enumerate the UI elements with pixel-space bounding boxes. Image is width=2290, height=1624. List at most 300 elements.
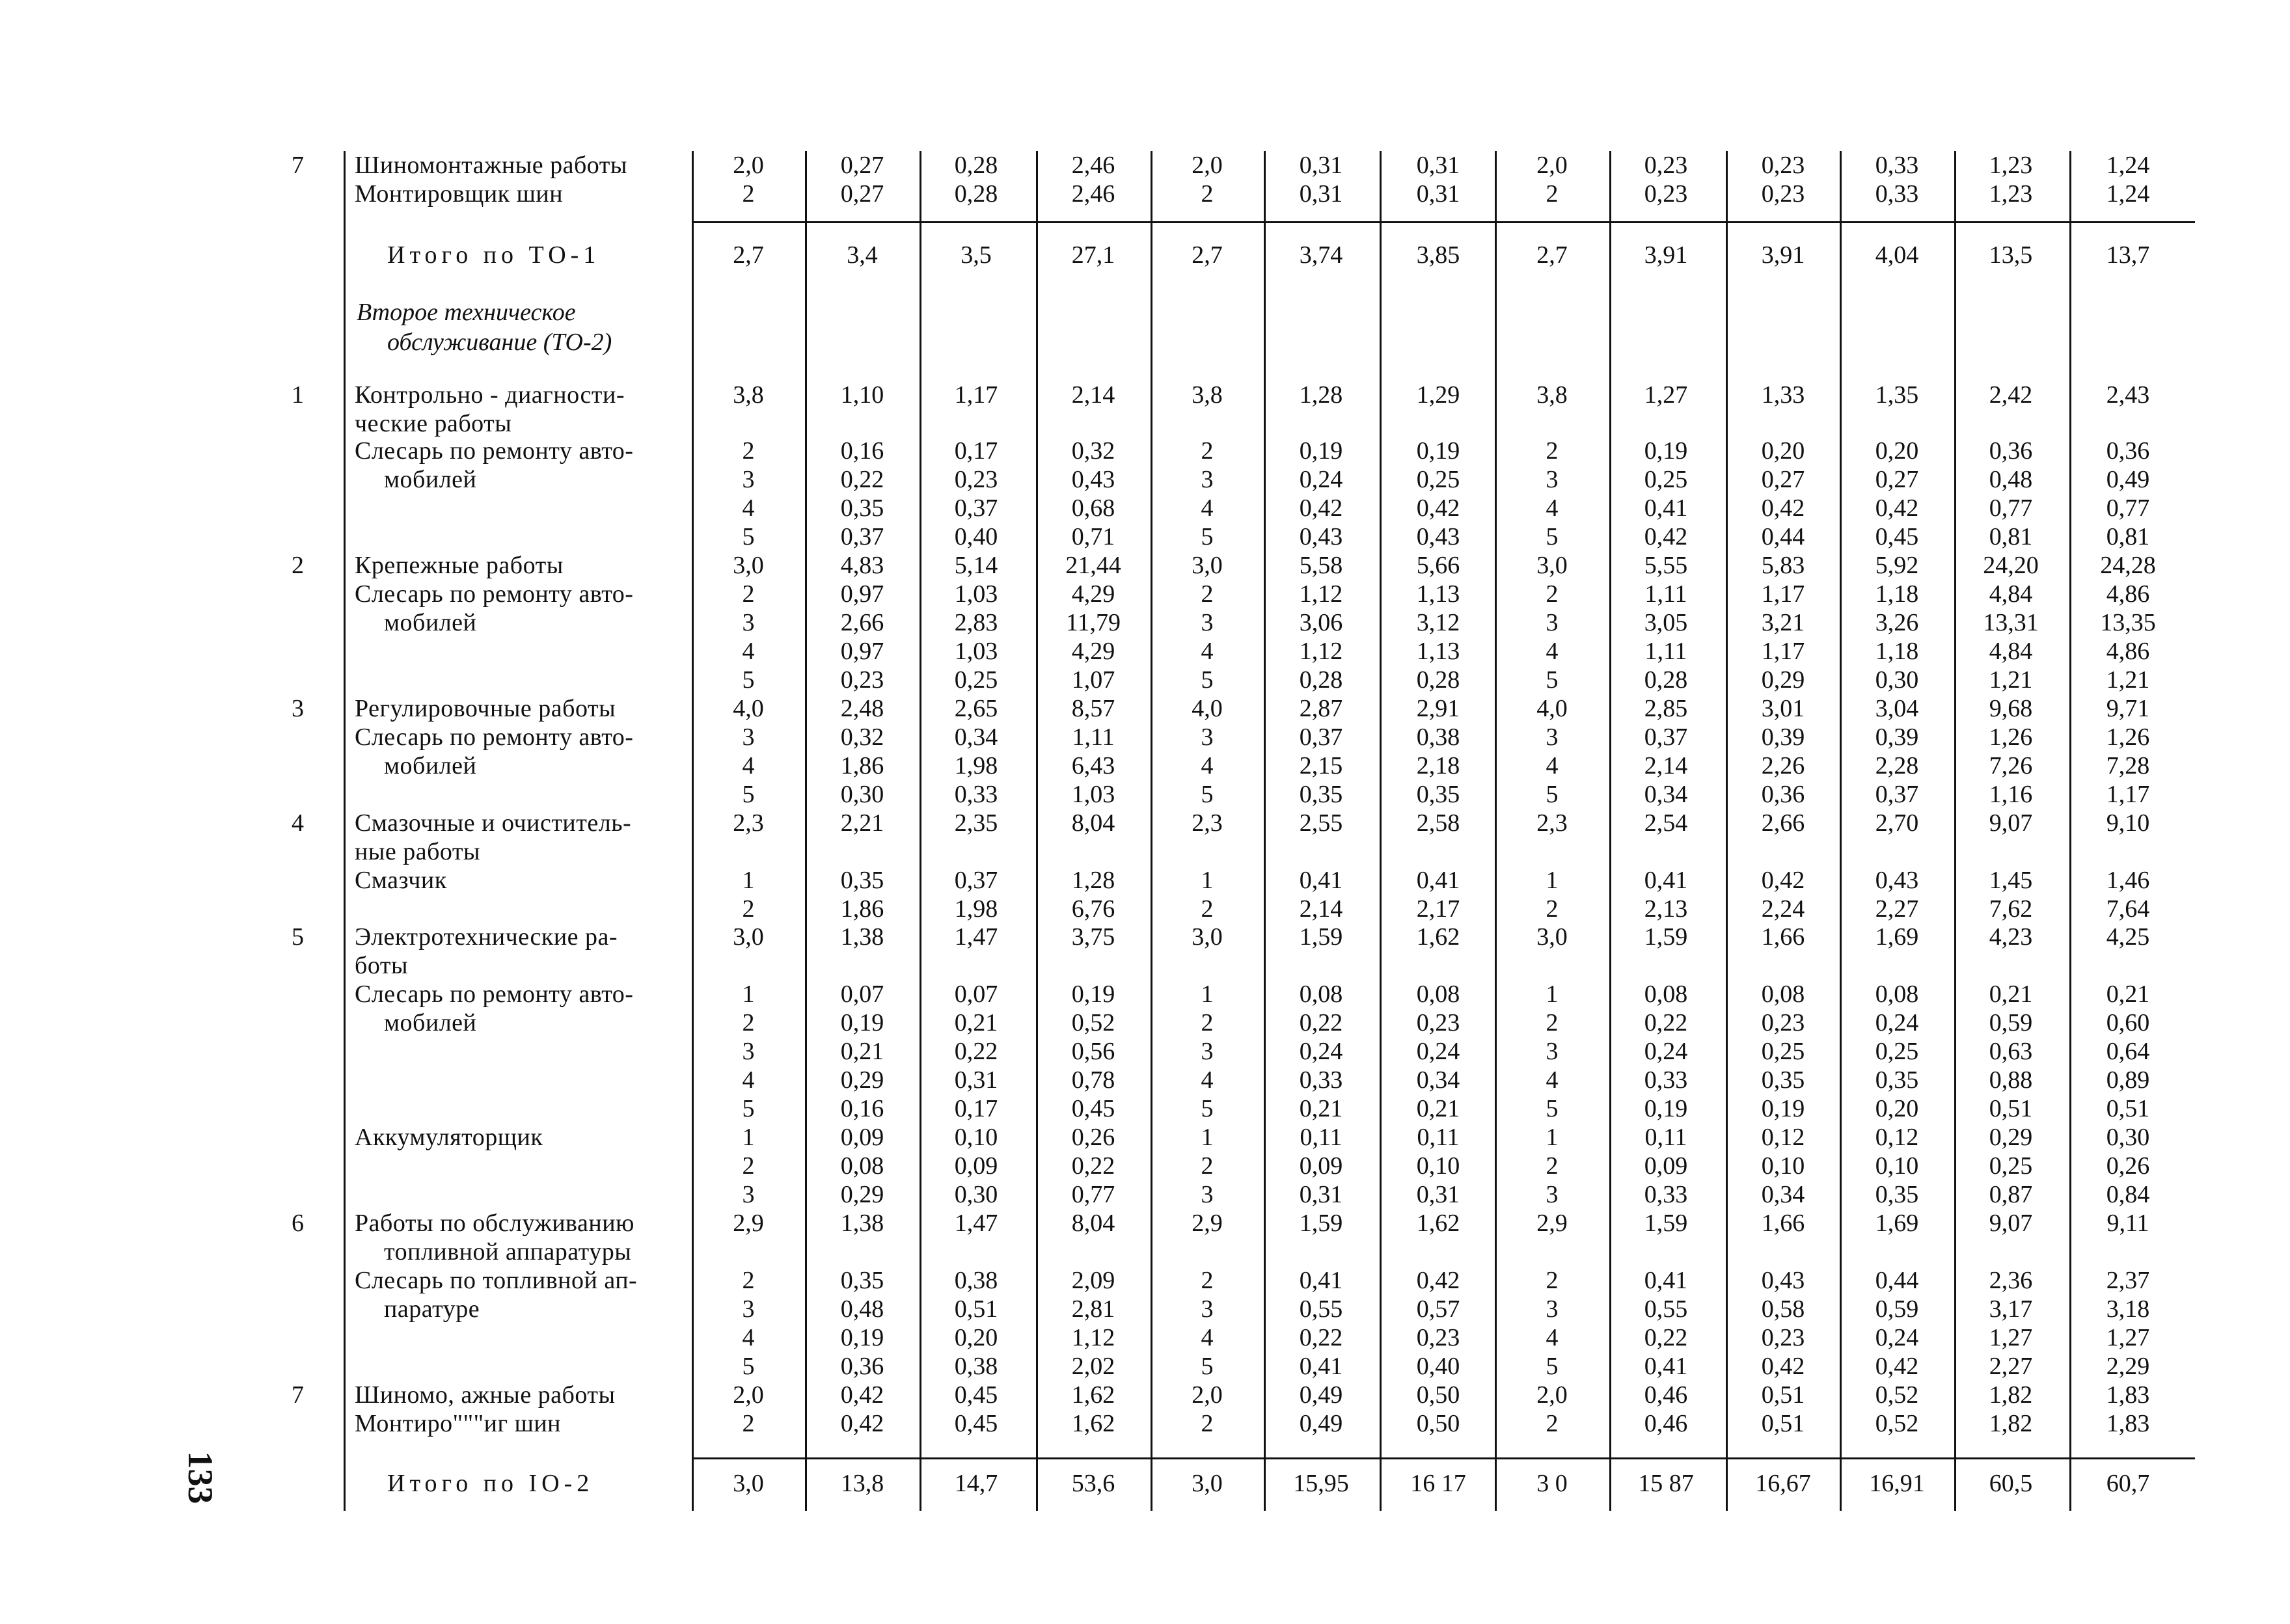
table-cell: 0,35: [1875, 1066, 1919, 1094]
table-cell: 0,39: [1875, 724, 1919, 751]
table-cell: 4: [742, 494, 755, 522]
table-cell: 2,0: [733, 152, 764, 179]
table-cell: 0,48: [840, 1295, 884, 1323]
table-cell: 0,22: [1644, 1009, 1688, 1036]
table-cell: 1,38: [840, 1210, 884, 1237]
table-cell: 0,55: [1644, 1295, 1688, 1323]
table-cell: 0,71: [1071, 523, 1115, 550]
table-cell: 4,0: [1192, 695, 1223, 722]
row-rule: [692, 221, 2195, 223]
table-cell: 0,35: [840, 1267, 884, 1294]
table-cell: 0,33: [1644, 1066, 1688, 1094]
table-cell: 2: [1546, 895, 1559, 923]
row-label: мобилей: [384, 752, 477, 779]
table-cell: 1,83: [2106, 1381, 2150, 1409]
table-cell: 0,68: [1071, 494, 1115, 522]
table-cell: 0,25: [1875, 1038, 1919, 1065]
total-cell: 16 17: [1410, 1470, 1466, 1497]
table-cell: 0,41: [1644, 494, 1688, 522]
table-cell: 2,29: [2106, 1353, 2150, 1380]
table-cell: 2,81: [1071, 1295, 1115, 1323]
table-cell: 0,41: [1644, 867, 1688, 894]
total-cell: 2,7: [1536, 241, 1568, 269]
table-cell: 0,34: [1644, 781, 1688, 808]
table-cell: 0,31: [1416, 180, 1460, 208]
table-cell: 1,23: [1989, 152, 2033, 179]
table-cell: 0,41: [1299, 1267, 1343, 1294]
row-number: 6: [292, 1210, 304, 1237]
table-cell: 0,31: [1299, 152, 1343, 179]
table-cell: 9,68: [1989, 695, 2033, 722]
table-cell: 0,10: [1761, 1152, 1805, 1180]
table-cell: 2,0: [1192, 152, 1223, 179]
total-cell: 13,8: [840, 1470, 884, 1497]
table-cell: 0,45: [1875, 523, 1919, 550]
table-cell: 3: [742, 1181, 755, 1208]
table-cell: 4,23: [1989, 923, 2033, 951]
table-cell: 0,46: [1644, 1381, 1688, 1409]
table-cell: 0,32: [840, 724, 884, 751]
total-cell: 3,85: [1416, 241, 1460, 269]
total-cell: 16,91: [1869, 1470, 1925, 1497]
table-cell: 0,22: [1299, 1009, 1343, 1036]
table-cell: 0,27: [1875, 466, 1919, 493]
table-cell: 2,3: [1536, 809, 1568, 837]
table-cell: 5,83: [1761, 552, 1805, 579]
row-label: Слесарь по ремонту авто-: [355, 981, 634, 1008]
table-cell: 0,08: [1761, 981, 1805, 1008]
table-cell: 1,12: [1071, 1324, 1115, 1351]
table-cell: 0,33: [1875, 180, 1919, 208]
table-cell: 0,33: [1299, 1066, 1343, 1094]
table-cell: 2,27: [1875, 895, 1919, 923]
table-cell: 9,07: [1989, 1210, 2033, 1237]
table-cell: 2: [1201, 437, 1214, 465]
table-cell: 0,42: [1761, 494, 1805, 522]
section-heading: Второе техническое: [357, 299, 576, 326]
table-cell: 0,51: [1761, 1410, 1805, 1437]
row-label: Работы по обслуживанию: [355, 1210, 634, 1237]
table-cell: 1,82: [1989, 1381, 2033, 1409]
table-cell: 0,43: [1875, 867, 1919, 894]
table-cell: 1,47: [954, 1210, 998, 1237]
table-cell: 1,17: [2106, 781, 2150, 808]
table-cell: 5: [1201, 666, 1214, 694]
table-cell: 9,11: [2106, 1210, 2149, 1237]
table-cell: 4,0: [1536, 695, 1568, 722]
table-cell: 0,41: [1299, 867, 1343, 894]
total-cell: 14,7: [954, 1470, 998, 1497]
table-cell: 4: [1546, 752, 1559, 779]
table-cell: 3,26: [1875, 609, 1919, 636]
table-cell: 0,97: [840, 638, 884, 665]
table-cell: 2,17: [1416, 895, 1460, 923]
table-cell: 0,34: [1761, 1181, 1805, 1208]
table-cell: 6,43: [1071, 752, 1115, 779]
table-cell: 1,35: [1875, 381, 1919, 409]
table-cell: 1,16: [1989, 781, 2033, 808]
total-cell: 15 87: [1638, 1470, 1694, 1497]
table-cell: 3: [742, 724, 755, 751]
table-cell: 0,87: [1989, 1181, 2033, 1208]
row-label: Шиномо, ажные работы: [355, 1381, 616, 1409]
table-cell: 0,97: [840, 580, 884, 608]
table-cell: 0,59: [1989, 1009, 2033, 1036]
table-cell: 0,38: [954, 1267, 998, 1294]
table-cell: 1,28: [1071, 867, 1115, 894]
column-rule: [1036, 151, 1038, 1511]
table-cell: 0,36: [1761, 781, 1805, 808]
table-cell: 2: [1546, 437, 1559, 465]
row-number: 1: [292, 381, 304, 409]
table-cell: 2,09: [1071, 1267, 1115, 1294]
table-cell: 3: [1201, 1038, 1214, 1065]
table-cell: 3,17: [1989, 1295, 2033, 1323]
table-cell: 5,55: [1644, 552, 1688, 579]
table-cell: 0,28: [1416, 666, 1460, 694]
table-cell: 5,14: [954, 552, 998, 579]
table-cell: 1,69: [1875, 1210, 1919, 1237]
table-cell: 5: [742, 1353, 755, 1380]
table-cell: 4: [1546, 1066, 1559, 1094]
table-cell: 0,22: [954, 1038, 998, 1065]
table-cell: 0,77: [1071, 1181, 1115, 1208]
table-cell: 0,24: [1875, 1324, 1919, 1351]
table-cell: 1,66: [1761, 1210, 1805, 1237]
table-cell: 0,42: [1875, 1353, 1919, 1380]
total-cell: 13,5: [1989, 241, 2033, 269]
table-cell: 3,0: [1192, 923, 1223, 951]
table-cell: 0,43: [1299, 523, 1343, 550]
table-cell: 0,19: [1761, 1095, 1805, 1122]
table-cell: 0,10: [1875, 1152, 1919, 1180]
table-cell: 5: [1546, 781, 1559, 808]
total-cell: 3,5: [961, 241, 992, 269]
table-cell: 5: [1201, 781, 1214, 808]
table-cell: 0,31: [1416, 152, 1460, 179]
table-cell: 0,38: [954, 1353, 998, 1380]
table-cell: 4: [1546, 1324, 1559, 1351]
table-cell: 9,07: [1989, 809, 2033, 837]
table-cell: 2,43: [2106, 381, 2150, 409]
table-cell: 0,51: [1761, 1381, 1805, 1409]
row-label: Аккумуляторщик: [355, 1124, 543, 1151]
table-cell: 3: [1546, 1038, 1559, 1065]
table-cell: 0,42: [1761, 867, 1805, 894]
row-number: 7: [292, 1381, 304, 1409]
table-cell: 0,31: [1299, 180, 1343, 208]
table-cell: 0,30: [954, 1181, 998, 1208]
table-cell: 2: [1201, 580, 1214, 608]
table-cell: 0,35: [1875, 1181, 1919, 1208]
row-label: ные работы: [355, 838, 481, 865]
table-cell: 4: [1201, 494, 1214, 522]
row-label: Монтиро"""иг шин: [355, 1410, 562, 1437]
table-cell: 0,77: [1989, 494, 2033, 522]
table-cell: 3,0: [733, 552, 764, 579]
table-cell: 5,66: [1416, 552, 1460, 579]
table-cell: 0,57: [1416, 1295, 1460, 1323]
table-cell: 1,62: [1071, 1410, 1115, 1437]
table-cell: 2,66: [840, 609, 884, 636]
table-cell: 0,22: [840, 466, 884, 493]
table-cell: 11,79: [1065, 609, 1121, 636]
row-label: мобилей: [384, 466, 477, 493]
table-cell: 1,59: [1299, 1210, 1343, 1237]
table-cell: 0,84: [2106, 1181, 2150, 1208]
table-cell: 4: [1546, 638, 1559, 665]
table-cell: 0,88: [1989, 1066, 2033, 1094]
table-cell: 0,39: [1761, 724, 1805, 751]
table-cell: 0,45: [1071, 1095, 1115, 1122]
table-cell: 0,78: [1071, 1066, 1115, 1094]
table-cell: 0,09: [840, 1124, 884, 1151]
table-cell: 1,69: [1875, 923, 1919, 951]
table-cell: 1,03: [954, 580, 998, 608]
table-cell: 3,18: [2106, 1295, 2150, 1323]
table-cell: 0,20: [1761, 437, 1805, 465]
table-cell: 5: [1201, 523, 1214, 550]
table-cell: 0,23: [1761, 1324, 1805, 1351]
table-cell: 1,59: [1644, 923, 1688, 951]
table-cell: 0,58: [1761, 1295, 1805, 1323]
table-cell: 0,10: [1416, 1152, 1460, 1180]
table-cell: 5: [742, 523, 755, 550]
table-cell: 0,37: [840, 523, 884, 550]
table-cell: 0,22: [1299, 1324, 1343, 1351]
table-cell: 1,26: [2106, 724, 2150, 751]
column-rule: [344, 151, 346, 1511]
table-cell: 0,23: [1416, 1009, 1460, 1036]
table-cell: 3: [1201, 1295, 1214, 1323]
table-cell: 0,56: [1071, 1038, 1115, 1065]
column-rule: [1151, 151, 1152, 1511]
table-cell: 0,29: [840, 1181, 884, 1208]
table-cell: 1,33: [1761, 381, 1805, 409]
table-cell: 3: [1546, 466, 1559, 493]
table-cell: 0,23: [1761, 180, 1805, 208]
table-cell: 2: [1546, 1152, 1559, 1180]
table-cell: 0,28: [954, 152, 998, 179]
table-cell: 1,24: [2106, 180, 2150, 208]
table-cell: 0,23: [1761, 152, 1805, 179]
table-cell: 0,08: [1875, 981, 1919, 1008]
table-cell: 0,36: [840, 1353, 884, 1380]
table-cell: 1,03: [1071, 781, 1115, 808]
table-cell: 0,24: [1299, 466, 1343, 493]
section-heading: обслуживание (ТО-2): [387, 329, 612, 356]
table-cell: 4,86: [2106, 580, 2150, 608]
table-cell: 0,36: [1989, 437, 2033, 465]
table-cell: 1,27: [1989, 1324, 2033, 1351]
table-cell: 0,12: [1761, 1124, 1805, 1151]
table-cell: 0,27: [1761, 466, 1805, 493]
table-cell: 0,19: [1644, 1095, 1688, 1122]
table-cell: 5,92: [1875, 552, 1919, 579]
table-cell: 0,21: [1299, 1095, 1343, 1122]
table-cell: 9,10: [2106, 809, 2150, 837]
table-cell: 2,18: [1416, 752, 1460, 779]
table-cell: 3,8: [1192, 381, 1223, 409]
table-cell: 1: [742, 867, 755, 894]
table-cell: 5: [742, 666, 755, 694]
table-cell: 0,35: [1299, 781, 1343, 808]
table-cell: 0,21: [840, 1038, 884, 1065]
table-cell: 0,08: [840, 1152, 884, 1180]
table-cell: 0,25: [1644, 466, 1688, 493]
table-cell: 0,25: [1416, 466, 1460, 493]
table-cell: 1,17: [954, 381, 998, 409]
table-cell: 1,28: [1299, 381, 1343, 409]
table-cell: 1,82: [1989, 1410, 2033, 1437]
column-rule: [805, 151, 807, 1511]
table-cell: 0,42: [1644, 523, 1688, 550]
table-cell: 0,42: [1299, 494, 1343, 522]
table-cell: 1,11: [1644, 638, 1687, 665]
table-cell: 5: [1546, 666, 1559, 694]
table-cell: 0,43: [1071, 466, 1115, 493]
table-cell: 0,30: [840, 781, 884, 808]
table-cell: 0,24: [1875, 1009, 1919, 1036]
table-cell: 3: [1201, 609, 1214, 636]
table-cell: 1: [1546, 981, 1559, 1008]
table-cell: 0,24: [1416, 1038, 1460, 1065]
row-label: Крепежные работы: [355, 552, 564, 579]
table-cell: 2,83: [954, 609, 998, 636]
table-cell: 1,62: [1071, 1381, 1115, 1409]
table-cell: 2,42: [1989, 381, 2033, 409]
table-cell: 0,30: [1875, 666, 1919, 694]
table-cell: 2: [1546, 1267, 1559, 1294]
row-label: топливной аппаратуры: [384, 1238, 632, 1265]
table-cell: 0,35: [840, 867, 884, 894]
table-cell: 0,50: [1416, 1410, 1460, 1437]
column-rule: [1609, 151, 1611, 1511]
total-cell: 60,7: [2106, 1470, 2150, 1497]
table-cell: 2,65: [954, 695, 998, 722]
table-cell: 0,23: [954, 466, 998, 493]
table-cell: 1,24: [2106, 152, 2150, 179]
table-cell: 0,42: [1416, 494, 1460, 522]
table-cell: 3: [1201, 1181, 1214, 1208]
table-cell: 1,13: [1416, 580, 1460, 608]
table-cell: 0,41: [1644, 1267, 1688, 1294]
table-cell: 8,04: [1071, 1210, 1115, 1237]
row-label: Смазчик: [355, 867, 447, 894]
column-rule: [1840, 151, 1842, 1511]
table-cell: 3: [1546, 1181, 1559, 1208]
table-cell: 0,41: [1416, 867, 1460, 894]
table-cell: 0,37: [1299, 724, 1343, 751]
table-cell: 0,42: [1875, 494, 1919, 522]
table-cell: 3,75: [1071, 923, 1115, 951]
table-cell: 0,52: [1071, 1009, 1115, 1036]
table-cell: 0,42: [840, 1410, 884, 1437]
table-cell: 4,83: [840, 552, 884, 579]
table-cell: 2: [742, 1152, 755, 1180]
table-cell: 0,17: [954, 437, 998, 465]
table-cell: 0,16: [840, 1095, 884, 1122]
total-cell: 2,7: [1192, 241, 1223, 269]
table-cell: 2,36: [1989, 1267, 2033, 1294]
table-cell: 2,21: [840, 809, 884, 837]
row-number: 4: [292, 809, 304, 837]
table-cell: 4,86: [2106, 638, 2150, 665]
table-cell: 2,15: [1299, 752, 1343, 779]
table-cell: 1,03: [954, 638, 998, 665]
table-cell: 2: [1546, 580, 1559, 608]
table-cell: 0,26: [1071, 1124, 1115, 1151]
table-cell: 0,08: [1644, 981, 1688, 1008]
table-cell: 2: [1201, 1410, 1214, 1437]
table-cell: 3,05: [1644, 609, 1688, 636]
table-cell: 0,20: [1875, 1095, 1919, 1122]
table-cell: 0,45: [954, 1381, 998, 1409]
table-cell: 5: [1546, 523, 1559, 550]
table-cell: 1,07: [1071, 666, 1115, 694]
table-cell: 2: [1546, 180, 1559, 208]
row-label: Шиномонтажные работы: [355, 152, 627, 179]
table-cell: 3,12: [1416, 609, 1460, 636]
table-cell: 0,40: [954, 523, 998, 550]
table-cell: 7,64: [2106, 895, 2150, 923]
table-cell: 4,29: [1071, 638, 1115, 665]
table-cell: 1,17: [1761, 580, 1805, 608]
table-cell: 0,33: [954, 781, 998, 808]
table-cell: 0,51: [1989, 1095, 2033, 1122]
table-cell: 2,91: [1416, 695, 1460, 722]
table-cell: 2: [742, 895, 755, 923]
table-cell: 0,43: [1761, 1267, 1805, 1294]
table-cell: 2,24: [1761, 895, 1805, 923]
table-cell: 0,12: [1875, 1124, 1919, 1151]
total-cell: 2,7: [733, 241, 764, 269]
table-cell: 1: [1546, 1124, 1559, 1151]
table-cell: 1,98: [954, 752, 998, 779]
table-cell: 1,21: [1989, 666, 2033, 694]
table-cell: 3,0: [1536, 923, 1568, 951]
table-cell: 2,02: [1071, 1353, 1115, 1380]
table-cell: 1,12: [1299, 580, 1343, 608]
table-cell: 0,63: [1989, 1038, 2033, 1065]
table-cell: 0,51: [2106, 1095, 2150, 1122]
table-cell: 4: [1201, 752, 1214, 779]
table-cell: 0,35: [840, 494, 884, 522]
column-rule: [920, 151, 921, 1511]
table-cell: 0,23: [1644, 152, 1688, 179]
table-cell: 21,44: [1065, 552, 1121, 579]
table-cell: 3: [742, 1038, 755, 1065]
table-cell: 0,21: [1989, 981, 2033, 1008]
table-cell: 3: [1546, 1295, 1559, 1323]
table-cell: 1,62: [1416, 1210, 1460, 1237]
table-cell: 1,27: [1644, 381, 1688, 409]
table-cell: 3: [742, 1295, 755, 1323]
table-cell: 2: [742, 1267, 755, 1294]
total-cell: 13,7: [2106, 241, 2150, 269]
table-cell: 0,22: [1071, 1152, 1115, 1180]
table-cell: 13,35: [2100, 609, 2156, 636]
table-cell: 0,28: [954, 180, 998, 208]
table-cell: 0,52: [1875, 1381, 1919, 1409]
table-cell: 2,55: [1299, 809, 1343, 837]
table-cell: 2,14: [1071, 381, 1115, 409]
total-cell: 15,95: [1293, 1470, 1349, 1497]
table-cell: 0,09: [1644, 1152, 1688, 1180]
table-cell: 0,42: [1761, 1353, 1805, 1380]
table-cell: 1,86: [840, 752, 884, 779]
table-cell: 1: [1201, 981, 1214, 1008]
